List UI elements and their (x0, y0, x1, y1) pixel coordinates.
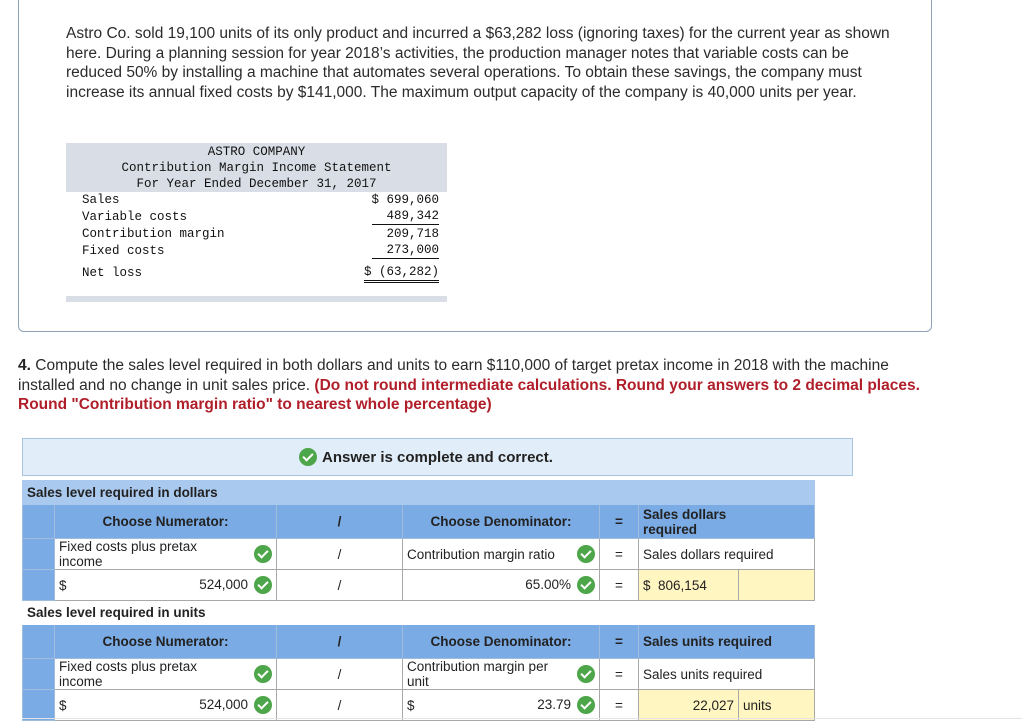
check-circle-icon (254, 576, 272, 594)
denominator-value-input[interactable] (403, 570, 600, 601)
result-value: 22,027 (692, 697, 734, 713)
numerator-value-input[interactable] (55, 690, 277, 721)
result-value-cell (639, 690, 739, 721)
currency-symbol: $ (59, 697, 67, 713)
statement-period: For Year Ended December 31, 2017 (136, 177, 377, 191)
check-circle-icon (254, 545, 272, 563)
result-header-text: Sales dollars required (643, 506, 727, 537)
question-instructions: (Do not round intermediate calculations. Round your answers to 2 decimal places. Round "Contribution margin ratio" to nearest whole percentage) (18, 376, 920, 414)
equals-sign: = (600, 690, 639, 721)
statement-value: $ 699,060 (371, 193, 439, 207)
currency-symbol: $ (407, 697, 415, 713)
answer-grid (22, 480, 815, 721)
row-stub (23, 690, 55, 721)
denominator-header: Choose Denominator: (403, 505, 600, 539)
statement-row-net-loss (66, 265, 447, 282)
section-row-units (23, 601, 815, 625)
check-circle-icon (254, 665, 272, 683)
result-label: Sales dollars required (639, 539, 815, 570)
result-value: 806,154 (658, 577, 707, 593)
result-unit: units (743, 697, 772, 713)
statement-row-fixed-costs (66, 243, 447, 260)
result-header (639, 505, 815, 539)
denominator-value: 23.79 (537, 697, 571, 712)
numerator-select-value: Fixed costs plus pretax income (59, 659, 198, 689)
check-circle-icon (577, 665, 595, 683)
denominator-select[interactable] (403, 659, 600, 690)
denominator-header: Choose Denominator: (403, 625, 600, 659)
currency-symbol: $ (59, 577, 67, 593)
check-circle-icon (577, 545, 595, 563)
numerator-header: Choose Numerator: (55, 505, 277, 539)
question-text (18, 356, 948, 415)
statement-label: Fixed costs (82, 244, 165, 258)
check-circle-icon (254, 696, 272, 714)
check-circle-icon (577, 696, 595, 714)
statement-row-variable-costs (66, 209, 447, 226)
label-row-dollars (23, 539, 815, 570)
header-row-units (23, 625, 815, 659)
statement-label: Net loss (82, 266, 143, 280)
equals-sign: = (600, 659, 639, 690)
section-row-dollars (23, 481, 815, 505)
statement-row-contribution-margin (66, 226, 447, 243)
statement-label: Contribution margin (82, 227, 225, 241)
numerator-select[interactable] (55, 659, 277, 690)
numerator-value-input[interactable] (55, 570, 277, 601)
question-body: Compute the sales level required in both dollars and units to earn $110,000 of target pretax income in 2018 with the machine installed and no change in unit sales price. (18, 357, 889, 394)
header-stub (23, 625, 55, 659)
statement-value: 273,000 (372, 243, 439, 259)
section-title-dollars: Sales level required in dollars (23, 481, 815, 505)
denominator-value-input[interactable] (403, 690, 600, 721)
statement-header (66, 143, 447, 192)
check-circle-icon (299, 448, 317, 466)
value-row-dollars (23, 570, 815, 601)
check-circle-icon (577, 576, 595, 594)
denominator-value: 65.00% (525, 577, 571, 592)
answer-status-banner (22, 438, 853, 476)
result-header: Sales units required (639, 625, 815, 659)
statement-row-sales (66, 192, 447, 209)
value-row-units (23, 690, 815, 721)
result-label: Sales units required (639, 659, 815, 690)
divide-sign: / (277, 690, 403, 721)
statement-label: Sales (82, 193, 120, 207)
statement-label: Variable costs (82, 210, 188, 224)
divide-sign: / (277, 539, 403, 570)
header-row-dollars (23, 505, 815, 539)
answer-status-text: Answer is complete and correct. (322, 448, 553, 466)
row-stub (23, 539, 55, 570)
statement-company: ASTRO COMPANY (207, 145, 306, 159)
statement-value: $ (63,282) (364, 265, 439, 283)
label-row-units (23, 659, 815, 690)
result-unit-cell (739, 690, 815, 721)
divide-sign: / (277, 570, 403, 601)
result-value-cell (639, 570, 739, 601)
section-title-units: Sales level required in units (23, 601, 815, 625)
row-stub (23, 570, 55, 601)
denominator-select-value: Contribution margin per unit (407, 659, 549, 689)
income-statement (66, 143, 447, 302)
row-stub (23, 659, 55, 690)
statement-footer-bar (66, 296, 447, 302)
numerator-value: 524,000 (199, 577, 248, 592)
currency-symbol: $ (643, 577, 651, 593)
question-number: 4. (18, 357, 31, 374)
equals-sign: = (600, 539, 639, 570)
numerator-select[interactable] (55, 539, 277, 570)
statement-title: Contribution Margin Income Statement (121, 161, 392, 175)
statement-value: 489,342 (372, 209, 439, 225)
denominator-select-value: Contribution margin ratio (407, 546, 555, 562)
divide-header: / (277, 625, 403, 659)
equals-header: = (600, 505, 639, 539)
equals-sign: = (600, 570, 639, 601)
numerator-select-value: Fixed costs plus pretax income (59, 539, 198, 569)
numerator-header: Choose Numerator: (55, 625, 277, 659)
header-stub (23, 505, 55, 539)
numerator-value: 524,000 (199, 697, 248, 712)
result-unit-cell (739, 570, 815, 601)
equals-header: = (600, 625, 639, 659)
bottom-divider (22, 718, 1022, 719)
divide-header: / (277, 505, 403, 539)
denominator-select[interactable] (403, 539, 600, 570)
problem-intro: Astro Co. sold 19,100 units of its only product and incurred a $63,282 loss (ignoring taxes) for the current year as shown here. During a planning session for year 2018’s activities, the production manager notes that variable costs can be reduced 50% by installing a machine that automates several operations. To obtain these savings, the company must increase its annual fixed costs by $141,000. The maximum output capacity of the company is 40,000 units per year. (66, 25, 890, 101)
divide-sign: / (277, 659, 403, 690)
statement-value: 209,718 (386, 227, 439, 241)
